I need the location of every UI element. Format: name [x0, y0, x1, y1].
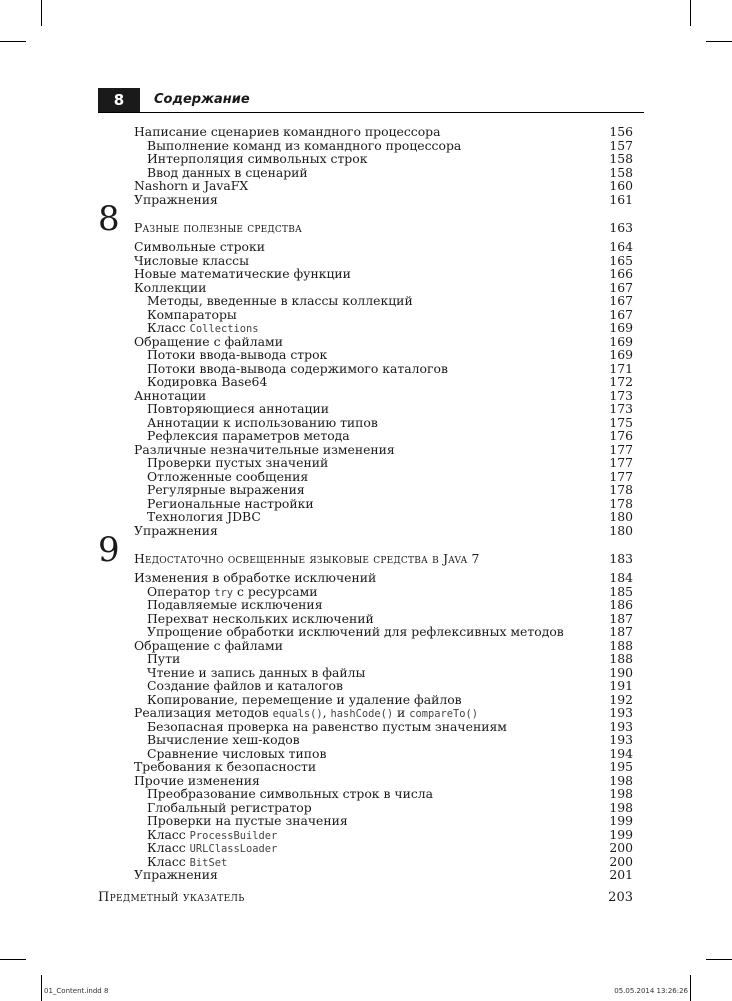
crop-mark	[706, 959, 732, 960]
toc-entry-title: Упражнения	[134, 191, 218, 207]
toc-page-number: 167	[609, 293, 633, 308]
code-fragment: hashCode()	[330, 708, 394, 720]
code-fragment: equals()	[272, 708, 323, 720]
toc-entry	[0, 240, 732, 254]
toc-entry-title: Подавляемые исключения	[147, 597, 323, 612]
toc-entry	[0, 733, 732, 747]
toc-page-number: 190	[609, 664, 633, 680]
toc-entry	[0, 868, 732, 882]
toc-page-number: 163	[609, 220, 633, 235]
toc-page-number: 156	[609, 124, 633, 139]
toc-entry-title: Числовые классы	[134, 252, 249, 268]
toc-page-number: 158	[609, 151, 633, 166]
toc-entry-title: Создание файлов и каталогов	[147, 678, 343, 693]
toc-page-number: 178	[609, 495, 633, 511]
toc-entry-title: Технология JDBC	[147, 509, 261, 524]
toc-page-number: 183	[609, 551, 633, 566]
toc-page-number: 198	[609, 772, 633, 788]
toc-page-number: 165	[609, 252, 633, 268]
toc-entry	[0, 321, 732, 335]
toc-entry	[0, 760, 732, 774]
toc-entry	[0, 470, 732, 484]
toc-entry	[0, 814, 732, 828]
toc-entry	[0, 801, 732, 815]
toc-page-number: 157	[609, 137, 633, 153]
toc-entry-title: Потоки ввода-вывода содержимого каталогов	[147, 360, 448, 376]
toc-entry	[0, 294, 732, 308]
text-fragment: Реализация методов	[134, 705, 273, 720]
toc-page-number: 195	[609, 759, 633, 774]
toc-page-number: 193	[609, 732, 633, 747]
toc-entry	[0, 598, 732, 612]
toc-entry-title: Интерполяция символьных строк	[147, 151, 368, 166]
toc-page-number: 176	[609, 428, 633, 443]
text-fragment: с ресурсами	[233, 583, 318, 599]
toc-entry	[0, 308, 732, 322]
toc-page-number: 173	[609, 401, 633, 416]
toc-entry-title: Различные незначительные изменения	[134, 441, 395, 457]
code-fragment: URLClassLoader	[189, 843, 278, 855]
toc-page-number: 169	[609, 320, 633, 335]
toc-page-number: 193	[609, 705, 633, 720]
toc-entry-title: Предметный указатель	[98, 889, 245, 905]
toc-entry	[0, 679, 732, 693]
toc-page-number: 187	[609, 610, 633, 626]
toc-entry	[0, 747, 732, 761]
toc-page-number: 177	[609, 455, 633, 470]
toc-page-number: 166	[609, 266, 633, 281]
toc-page-number: 180	[609, 509, 633, 524]
toc-entry	[0, 348, 732, 362]
toc-entry-title: Копирование, перемещение и удаление файлов	[147, 691, 462, 707]
toc-entry	[0, 254, 732, 268]
toc-page-number: 184	[609, 570, 633, 585]
toc-page-number: 167	[609, 306, 633, 322]
toc-entry	[0, 571, 732, 585]
toc-page-number: 187	[609, 624, 633, 639]
toc-page-number: 198	[609, 786, 633, 801]
toc-entry	[0, 179, 732, 193]
crop-mark	[0, 959, 26, 960]
toc-page-number: 180	[609, 522, 633, 538]
toc-page-number: 160	[609, 178, 633, 193]
toc-entry-title: Кодировка Base64	[147, 374, 268, 389]
toc-page-number: 164	[609, 239, 633, 254]
toc-entry-title: Пути	[147, 651, 181, 666]
toc-entry	[0, 281, 732, 295]
code-fragment: BitSet	[189, 856, 228, 869]
text-fragment: Класс	[147, 826, 190, 842]
toc-entry	[0, 855, 732, 869]
toc-page-number: 167	[609, 279, 633, 295]
toc-entry	[0, 456, 732, 470]
toc-entry	[0, 362, 732, 376]
toc-page-number: 200	[609, 853, 633, 869]
toc-entry	[0, 666, 732, 680]
toc-page-number: 188	[609, 637, 633, 653]
toc-page-number: 199	[609, 826, 633, 842]
toc-page-number: 178	[609, 482, 633, 497]
toc-entry-title: Вычисление хеш-кодов	[147, 732, 300, 747]
crop-mark	[690, 975, 691, 1001]
code-fragment: Collections	[189, 323, 259, 335]
crop-mark	[41, 0, 42, 26]
toc-entry-title: Nashorn и JavaFX	[134, 178, 249, 193]
toc-entry	[0, 166, 732, 180]
table-of-contents	[0, 125, 732, 908]
toc-page-number: 193	[609, 718, 633, 734]
toc-entry-title: Сравнение числовых типов	[147, 745, 327, 761]
toc-page-number: 198	[609, 799, 633, 815]
toc-entry	[0, 585, 732, 599]
code-fragment: ProcessBuilder	[189, 829, 278, 842]
text-fragment: ,	[322, 705, 331, 720]
toc-entry-title: Региональные настройки	[147, 495, 314, 511]
toc-entry	[0, 497, 732, 511]
code-fragment: try	[214, 586, 234, 599]
header-section-title: Содержание	[154, 92, 250, 107]
toc-page-number: 175	[609, 414, 633, 430]
toc-entry-title: Повторяющиеся аннотации	[147, 401, 329, 416]
crop-mark	[41, 975, 42, 1001]
toc-page-number: 188	[609, 651, 633, 666]
toc-page-number: 203	[608, 889, 633, 905]
chapter-number: 9	[98, 530, 120, 570]
toc-page-number: 171	[609, 360, 633, 376]
toc-page-number: 177	[609, 468, 633, 484]
text-fragment: Класс	[147, 320, 190, 335]
toc-index-row	[0, 888, 732, 908]
running-header	[98, 88, 644, 113]
chapter-number: 8	[98, 199, 120, 239]
toc-page-number: 192	[609, 691, 633, 707]
toc-entry-title: Аннотации к использованию типов	[147, 414, 378, 430]
toc-entry	[0, 389, 732, 403]
toc-entry-title: Безопасная проверка на равенство пустым значениям	[147, 718, 507, 734]
toc-entry	[0, 510, 732, 524]
toc-page-number: 172	[609, 374, 633, 389]
toc-entry	[0, 625, 732, 639]
toc-page-number: 173	[609, 387, 633, 403]
toc-entry	[0, 787, 732, 801]
toc-entry-title: Потоки ввода-вывода строк	[147, 347, 328, 362]
toc-entry	[0, 828, 732, 842]
toc-entry-title: Символьные строки	[134, 239, 266, 254]
toc-page-number: 177	[609, 441, 633, 457]
toc-entry-title: Отложенные сообщения	[147, 468, 309, 484]
toc-entry	[0, 693, 732, 707]
toc-page-number: 169	[609, 333, 633, 349]
toc-page-number: 200	[609, 840, 633, 855]
toc-entry-title: Проверки на пустые значения	[147, 813, 348, 828]
toc-entry-title: Рефлексия параметров метода	[147, 428, 350, 443]
toc-entry-title: Глобальный регистратор	[147, 799, 312, 815]
toc-page-number: 161	[609, 191, 633, 207]
toc-entry-title: Обращение с файлами	[134, 333, 283, 349]
code-fragment: compareTo()	[409, 708, 479, 720]
toc-entry-title: Регулярные выражения	[147, 482, 305, 497]
toc-entry	[0, 652, 732, 666]
toc-entry	[0, 375, 732, 389]
toc-entry	[0, 267, 732, 281]
toc-entry-title: Выполнение команд из командного процессора	[147, 137, 462, 153]
toc-entry	[0, 152, 732, 166]
toc-entry	[0, 706, 732, 720]
toc-entry	[0, 335, 732, 349]
toc-entry-title: Компараторы	[147, 306, 237, 322]
toc-entry	[0, 483, 732, 497]
toc-entry	[0, 125, 732, 139]
toc-entry	[0, 612, 732, 626]
text-fragment: Оператор	[147, 583, 215, 599]
toc-page-number: 199	[609, 813, 633, 828]
toc-entry-title: Написание сценариев командного процессора	[134, 124, 441, 139]
toc-entry	[0, 720, 732, 734]
toc-entry-title: Аннотации	[134, 387, 207, 403]
footer-file-name: 01_Content.indd 8	[44, 987, 109, 995]
toc-entry	[0, 139, 732, 153]
toc-entry	[0, 639, 732, 653]
crop-mark	[0, 41, 26, 42]
text-fragment: и	[393, 705, 410, 720]
toc-entry-title: Упражнения	[134, 522, 218, 538]
header-page-number: 8	[98, 88, 140, 112]
toc-entry-title: Упрощение обработки исключений для рефлексивных методов	[147, 624, 564, 639]
toc-entry-title: Перехват нескольких исключений	[147, 610, 374, 626]
toc-entry	[0, 443, 732, 457]
toc-entry-title: Коллекции	[134, 279, 207, 295]
text-fragment: Класс	[147, 840, 190, 855]
toc-entry	[0, 429, 732, 443]
toc-page-number: 169	[609, 347, 633, 362]
toc-entry	[0, 402, 732, 416]
toc-entry-title: Разные полезные средства	[134, 220, 303, 235]
toc-page-number: 194	[609, 745, 633, 761]
toc-entry-title: Недостаточно освещенные языковые средства в Java 7	[134, 551, 480, 566]
toc-entry-title: Новые математические функции	[134, 266, 351, 281]
toc-entry	[0, 774, 732, 788]
text-fragment: Класс	[147, 853, 190, 869]
toc-entry-title: Методы, введенные в классы коллекций	[147, 293, 413, 308]
toc-page-number: 191	[609, 678, 633, 693]
toc-entry-title: Преобразование символьных строк в числа	[147, 786, 434, 801]
crop-mark	[706, 41, 732, 42]
toc-entry-title: Требования к безопасности	[134, 759, 317, 774]
toc-entry-title: Чтение и запись данных в файлы	[147, 664, 366, 680]
crop-mark	[690, 0, 691, 26]
toc-page-number: 185	[609, 583, 633, 599]
toc-entry	[0, 416, 732, 430]
footer-timestamp: 05.05.2014 13:26:26	[614, 987, 688, 995]
toc-entry-title: Изменения в обработке исключений	[134, 570, 377, 585]
toc-entry	[0, 841, 732, 855]
toc-page-number: 201	[609, 867, 633, 882]
toc-entry-title: Обращение с файлами	[134, 637, 283, 653]
toc-page-number: 186	[609, 597, 633, 612]
toc-entry-title: Прочие изменения	[134, 772, 260, 788]
toc-page-number: 158	[609, 164, 633, 180]
toc-entry-title: Проверки пустых значений	[147, 455, 329, 470]
toc-entry-title: Ввод данных в сценарий	[147, 164, 308, 180]
toc-entry-title: Упражнения	[134, 867, 218, 882]
